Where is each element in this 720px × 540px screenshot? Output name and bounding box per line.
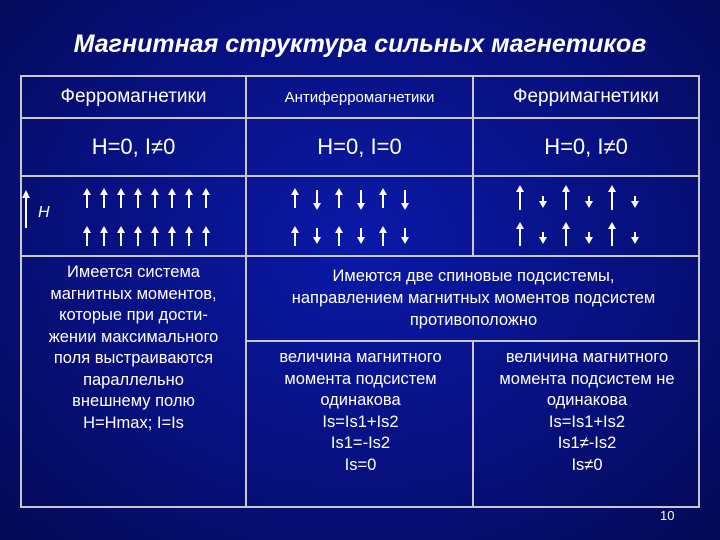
spin-down-arrow-icon bbox=[313, 190, 321, 210]
spin-up-arrow-icon bbox=[83, 226, 91, 246]
antiferro-description-line: момента подсистем bbox=[284, 369, 437, 388]
spin-down-arrow-icon bbox=[585, 232, 593, 244]
spin-up-arrow-icon bbox=[291, 188, 299, 208]
spin-up-arrow-icon bbox=[100, 226, 108, 246]
ferro-description-line: внешнему полю bbox=[72, 392, 195, 410]
spin-up-arrow-icon bbox=[516, 185, 524, 210]
spin-up-arrow-icon bbox=[134, 188, 142, 208]
condition-ferro-text: H=0, I≠0 bbox=[91, 134, 176, 159]
spin-up-arrow-icon bbox=[516, 222, 524, 246]
ferro-description-line: жении максимального bbox=[48, 327, 219, 346]
spin-up-arrow-icon bbox=[291, 226, 299, 246]
ferro-description-line: магнитных моментов, bbox=[50, 284, 217, 303]
header-ferrimagnetics: Ферримагнетики bbox=[513, 86, 659, 107]
spin-down-arrow-icon bbox=[401, 228, 409, 244]
field-label: H bbox=[38, 204, 50, 221]
ferri-description-line: момента подсистем не bbox=[499, 369, 675, 388]
spin-down-arrow-icon bbox=[357, 190, 365, 210]
antiferro-formula: Is1=-Is2 bbox=[330, 434, 391, 452]
ferri-description-line: одинакова bbox=[546, 391, 628, 409]
antiferro-description-line: величина магнитного bbox=[279, 348, 442, 366]
ferri-description-line: величина магнитного bbox=[505, 348, 669, 366]
spin-up-arrow-icon bbox=[562, 185, 570, 210]
ferro-description-line: поля выстраиваются bbox=[53, 349, 214, 367]
spin-up-arrow-icon bbox=[185, 226, 193, 246]
ferro-description bbox=[24, 262, 243, 434]
slide-title: Магнитная структура сильных магнетиков bbox=[73, 30, 647, 58]
condition-ferri-text: H=0, I≠0 bbox=[544, 134, 628, 159]
spin-down-arrow-icon bbox=[357, 228, 365, 244]
antiferro-description bbox=[249, 347, 472, 476]
spin-up-arrow-icon bbox=[608, 185, 616, 210]
ferri-formula: Is≠0 bbox=[571, 455, 603, 474]
shared-description-line: направлением магнитных моментов подсистем bbox=[291, 289, 656, 307]
spin-up-arrow-icon bbox=[608, 222, 616, 246]
header-ferromagnetics: Ферромагнетики bbox=[60, 86, 207, 107]
spin-up-arrow-icon bbox=[168, 188, 176, 208]
spin-up-arrow-icon bbox=[379, 226, 387, 246]
ferro-description-line: которые при дости- bbox=[59, 306, 208, 324]
page-number: 10 bbox=[660, 508, 675, 523]
spin-down-arrow-icon bbox=[631, 196, 639, 208]
ferri-formula: Is=Is1+Is2 bbox=[548, 412, 626, 431]
spin-up-arrow-icon bbox=[168, 226, 176, 246]
spin-up-arrow-icon bbox=[100, 188, 108, 208]
shared-description-line: Имеются две спиновые подсистемы, bbox=[332, 267, 615, 285]
spin-up-arrow-icon bbox=[379, 188, 387, 208]
spin-up-arrow-icon bbox=[151, 188, 159, 208]
spin-up-arrow-icon bbox=[117, 226, 125, 246]
ferro-description-line: Имеется система bbox=[67, 263, 200, 281]
condition-antiferro-text: H=0, I=0 bbox=[317, 134, 402, 159]
spin-up-arrow-icon bbox=[335, 226, 343, 246]
spin-up-arrow-icon bbox=[134, 226, 142, 246]
spin-up-arrow-icon bbox=[151, 226, 159, 246]
header-antiferromagnetics: Антиферромагнетики bbox=[284, 88, 435, 106]
spin-up-arrow-icon bbox=[335, 188, 343, 208]
spin-down-arrow-icon bbox=[539, 196, 547, 208]
spin-down-arrow-icon bbox=[585, 196, 593, 208]
spin-down-arrow-icon bbox=[401, 190, 409, 210]
ferro-formula: H=Hmax; I=Is bbox=[83, 413, 184, 432]
spin-down-arrow-icon bbox=[631, 232, 639, 244]
shared-description-line: противоположно bbox=[409, 311, 538, 329]
spin-up-arrow-icon bbox=[83, 188, 91, 208]
antiferro-formula: Is=0 bbox=[344, 455, 377, 474]
spin-up-arrow-icon bbox=[185, 188, 193, 208]
spin-down-arrow-icon bbox=[539, 232, 547, 244]
spin-up-arrow-icon bbox=[202, 188, 210, 208]
spin-up-arrow-icon bbox=[202, 226, 210, 246]
ferro-description-line: параллельно bbox=[83, 370, 184, 389]
spin-down-arrow-icon bbox=[313, 228, 321, 244]
shared-description bbox=[249, 265, 698, 331]
antiferro-formula: Is=Is1+Is2 bbox=[322, 412, 399, 431]
ferri-formula: Is1≠-Is2 bbox=[557, 434, 617, 452]
ferri-description bbox=[476, 347, 698, 476]
spin-up-arrow-icon bbox=[562, 222, 570, 246]
spin-up-arrow-icon bbox=[117, 188, 125, 208]
antiferro-description-line: одинакова bbox=[320, 391, 401, 409]
